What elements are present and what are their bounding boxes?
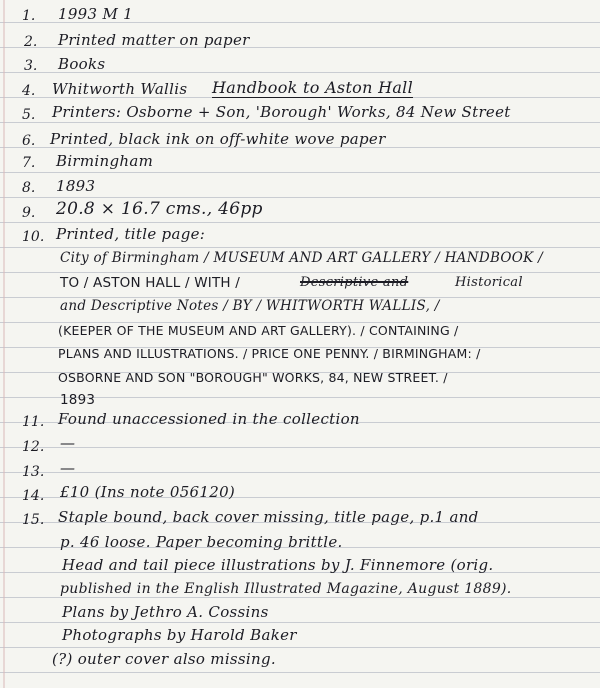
entry-number: 6. <box>22 133 36 149</box>
entry-text: Books <box>58 55 106 73</box>
title-page-line: and Descriptive Notes / BY / WHITWORTH WALLIS, / <box>60 298 440 314</box>
entry-text: Found unaccessioned in the collection <box>58 410 360 428</box>
note-line: Head and tail piece illustrations by J. Finnemore (orig. <box>62 556 494 574</box>
entry-number: 13. <box>22 464 45 480</box>
entry-number: 2. <box>24 34 38 50</box>
entry-text: Printed, title page: <box>56 225 206 243</box>
entry-text: — <box>60 459 76 477</box>
entry-text: £10 (Ins note 056120) <box>60 483 236 501</box>
entry-title-underlined: Handbook to Aston Hall <box>212 78 414 97</box>
entry-number: 7. <box>22 155 36 171</box>
title-page-line: Historical <box>455 275 523 290</box>
entry-number: 14. <box>22 488 45 504</box>
entry-text: Printed, black ink on off-white wove paper <box>50 130 386 148</box>
entry-text: 1993 M 1 <box>58 5 134 23</box>
entry-text: — <box>60 434 76 452</box>
title-page-line: (KEEPER OF THE MUSEUM AND ART GALLERY). / CONTAINING / <box>58 323 459 338</box>
entry-number: 4. <box>22 83 36 99</box>
entry-number: 8. <box>22 180 36 196</box>
entry-number: 5. <box>22 107 36 123</box>
note-line: Photographs by Harold Baker <box>62 626 297 644</box>
entry-number: 11. <box>22 414 45 430</box>
title-page-struck-text: Descriptive and <box>300 275 409 290</box>
title-page-line: OSBORNE AND SON "BOROUGH" WORKS, 84, NEW STREET. / <box>58 370 448 385</box>
note-line: p. 46 loose. Paper becoming brittle. <box>60 533 343 551</box>
entry-text: Printers: Osborne + Son, 'Borough' Works, 84 New Street <box>52 103 511 121</box>
entry-text: Birmingham <box>56 152 154 170</box>
title-page-line: TO / ASTON HALL / WITH / <box>60 275 240 291</box>
title-page-line: City of Birmingham / MUSEUM AND ART GALLERY / HANDBOOK / <box>60 250 543 266</box>
note-line: published in the English Illustrated Magazine, August 1889). <box>60 581 512 597</box>
entry-text: 1893 <box>56 177 96 195</box>
entry-text: 20.8 × 16.7 cms., 46pp <box>56 199 263 219</box>
entry-number: 1. <box>22 8 36 24</box>
entry-number: 9. <box>22 205 36 221</box>
entry-number: 12. <box>22 439 45 455</box>
title-page-line: PLANS AND ILLUSTRATIONS. / PRICE ONE PENNY. / BIRMINGHAM: / <box>58 346 481 361</box>
entry-text: Whitworth Wallis <box>52 80 188 98</box>
title-page-line: 1893 <box>60 392 96 408</box>
entry-text: Printed matter on paper <box>58 31 250 49</box>
entry-number: 3. <box>24 58 38 74</box>
entry-number: 10. <box>22 229 45 245</box>
note-line: (?) outer cover also missing. <box>52 650 276 668</box>
entry-number: 15. <box>22 512 45 528</box>
entry-text: Staple bound, back cover missing, title page, p.1 and <box>58 508 479 526</box>
note-line: Plans by Jethro A. Cossins <box>62 603 269 621</box>
